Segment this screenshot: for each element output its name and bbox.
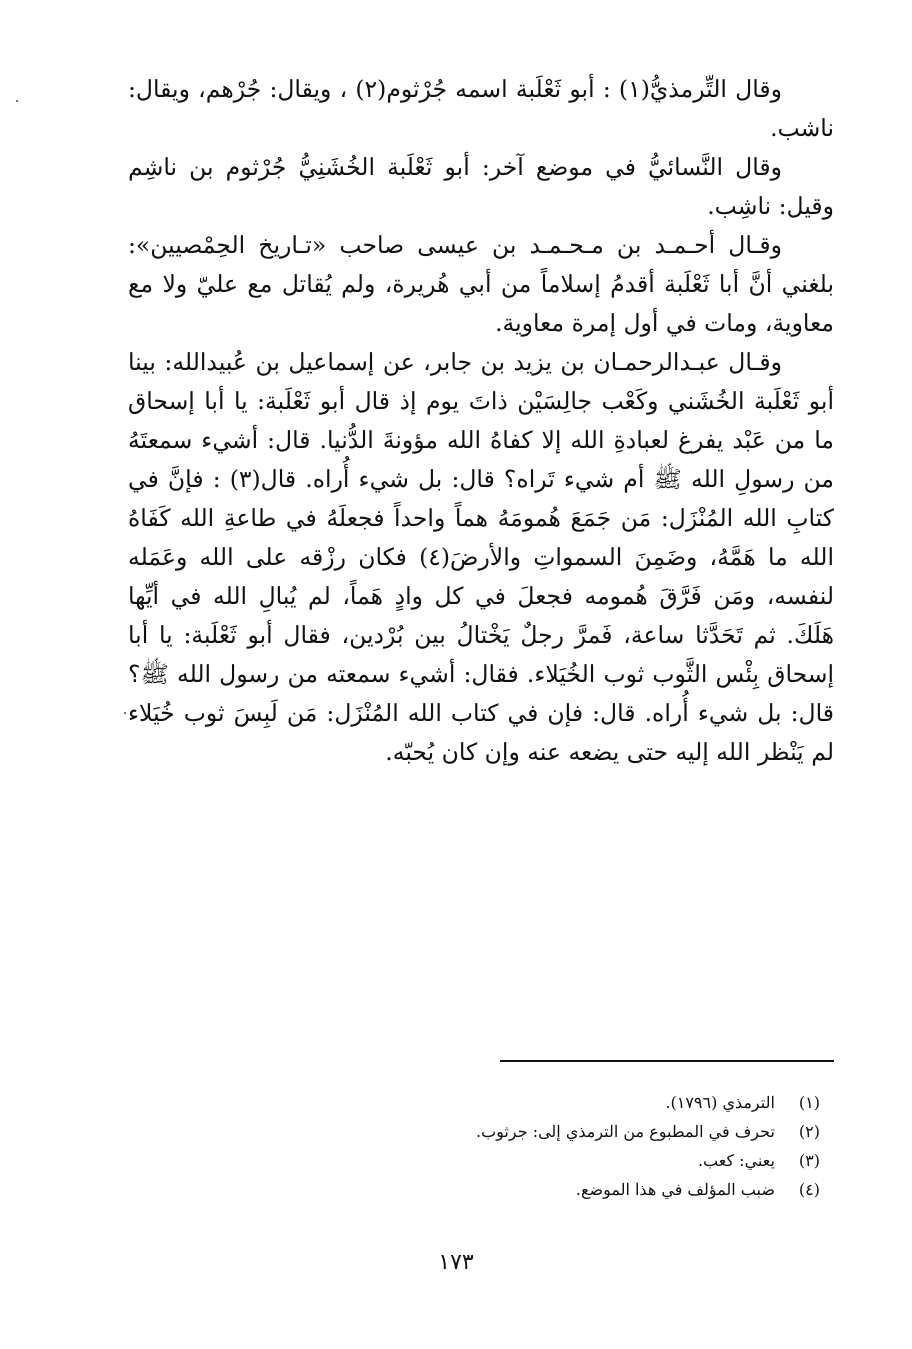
footnote-separator: [500, 1060, 834, 1062]
main-text: [128, 70, 834, 772]
paragraph-ahmad-ibn-muhammad: وقـال أحـمـد بن مـحـمـد بن عيسى صاحب «تـاريخ الحِمْصيين»: بلغني أنَّ أبا ثَعْلَبة أقدمُ إسلاماً من أبي هُريرة، ولم يُقاتل مع عليّ ولا مع معاوية، ومات في أول إمرة معاوية.: [128, 231, 834, 337]
scan-speck: [16, 100, 18, 102]
footnote-text: الترمذي (١٧٩٦).: [665, 1093, 775, 1112]
paragraph-abdulrahman-ibn-yazid: وقـال عبـدالرحمـان بن يزيد بن جابر، عن إسماعيل بن عُبيدالله: بينا أبو ثَعْلَبة الخُشَني وكَعْب جالِسَيْن ذاتَ يوم إذ قال أبو ثَعْلَبة: يا أبا إسحاق ما من عَبْد يفرغ لعبادةِ الله إلا كفاهُ الله مؤونةَ الدُّنيا. قال: أشيء سمعتَهُ من رسولِ الله ﷺ أم شيء تَراه؟ قال: بل شيء أُراه. قال(٣) : فإنَّ في كتابِ الله المُنْزَل: مَن جَمَعَ هُمومَهُ هماً واحداً فجعلَهُ في طاعةِ الله كَفَاهُ الله ما هَمَّهُ، وضَمِنَ السمواتِ والأرضَ(٤) فكان رزْقه على الله وعَمَله لنفسه، ومَن فَرَّقَ هُمومه فجعلَ في كل وادٍ هَماً، لم يُبالِ الله في أيِّها هَلَكَ. ثم تَحَدَّثا ساعة، فَمرَّ رجلٌ يَخْتالُ بين بُرْدين، فقال أبو ثَعْلَبة: يا أبا إسحاق بِئْس الثَّوب ثوب الخُيَلاء. فقال: أشيء سمعته من رسول الله ﷺ؟ قال: بل شيء أُراه. قال: فإن في كتاب الله المُنْزَل: مَن لَبِسَ ثوب خُيَلاء لم يَنْظر الله إليه حتى يضعه عنه وإن كان يُحبّه.: [128, 348, 834, 766]
scan-speck: [124, 712, 126, 714]
footnote-item: [300, 1146, 820, 1175]
footnote-number: (١): [798, 1093, 820, 1112]
footnote-text: تحرف في المطبوع من الترمذي إلى: جرثوب.: [476, 1122, 775, 1141]
page-number: ١٧٣: [438, 1250, 474, 1275]
footnote-text: يعني: كعب.: [697, 1151, 775, 1170]
footnote-item: [300, 1175, 820, 1204]
footnote-text: ضبب المؤلف في هذا الموضع.: [575, 1180, 775, 1199]
footnotes: [300, 1088, 820, 1204]
footnote-item: [300, 1088, 820, 1117]
footnote-number: (٢): [798, 1122, 820, 1141]
footnote-number: (٣): [798, 1151, 820, 1170]
footnote-number: (٤): [798, 1180, 820, 1199]
footnote-item: [300, 1117, 820, 1146]
paragraph-tirmidhi: وقال التِّرمذيُّ(١) : أبو ثَعْلَبة اسمه جُرْثوم(٢) ، ويقال: جُرْهم، ويقال: ناشب.: [128, 75, 834, 142]
paragraph-nasai: وقال النَّسائيُّ في موضع آخر: أبو ثَعْلَبة الخُشَنِيُّ جُرْثوم بن ناشِم وقيل: ناشِب.: [128, 153, 834, 220]
